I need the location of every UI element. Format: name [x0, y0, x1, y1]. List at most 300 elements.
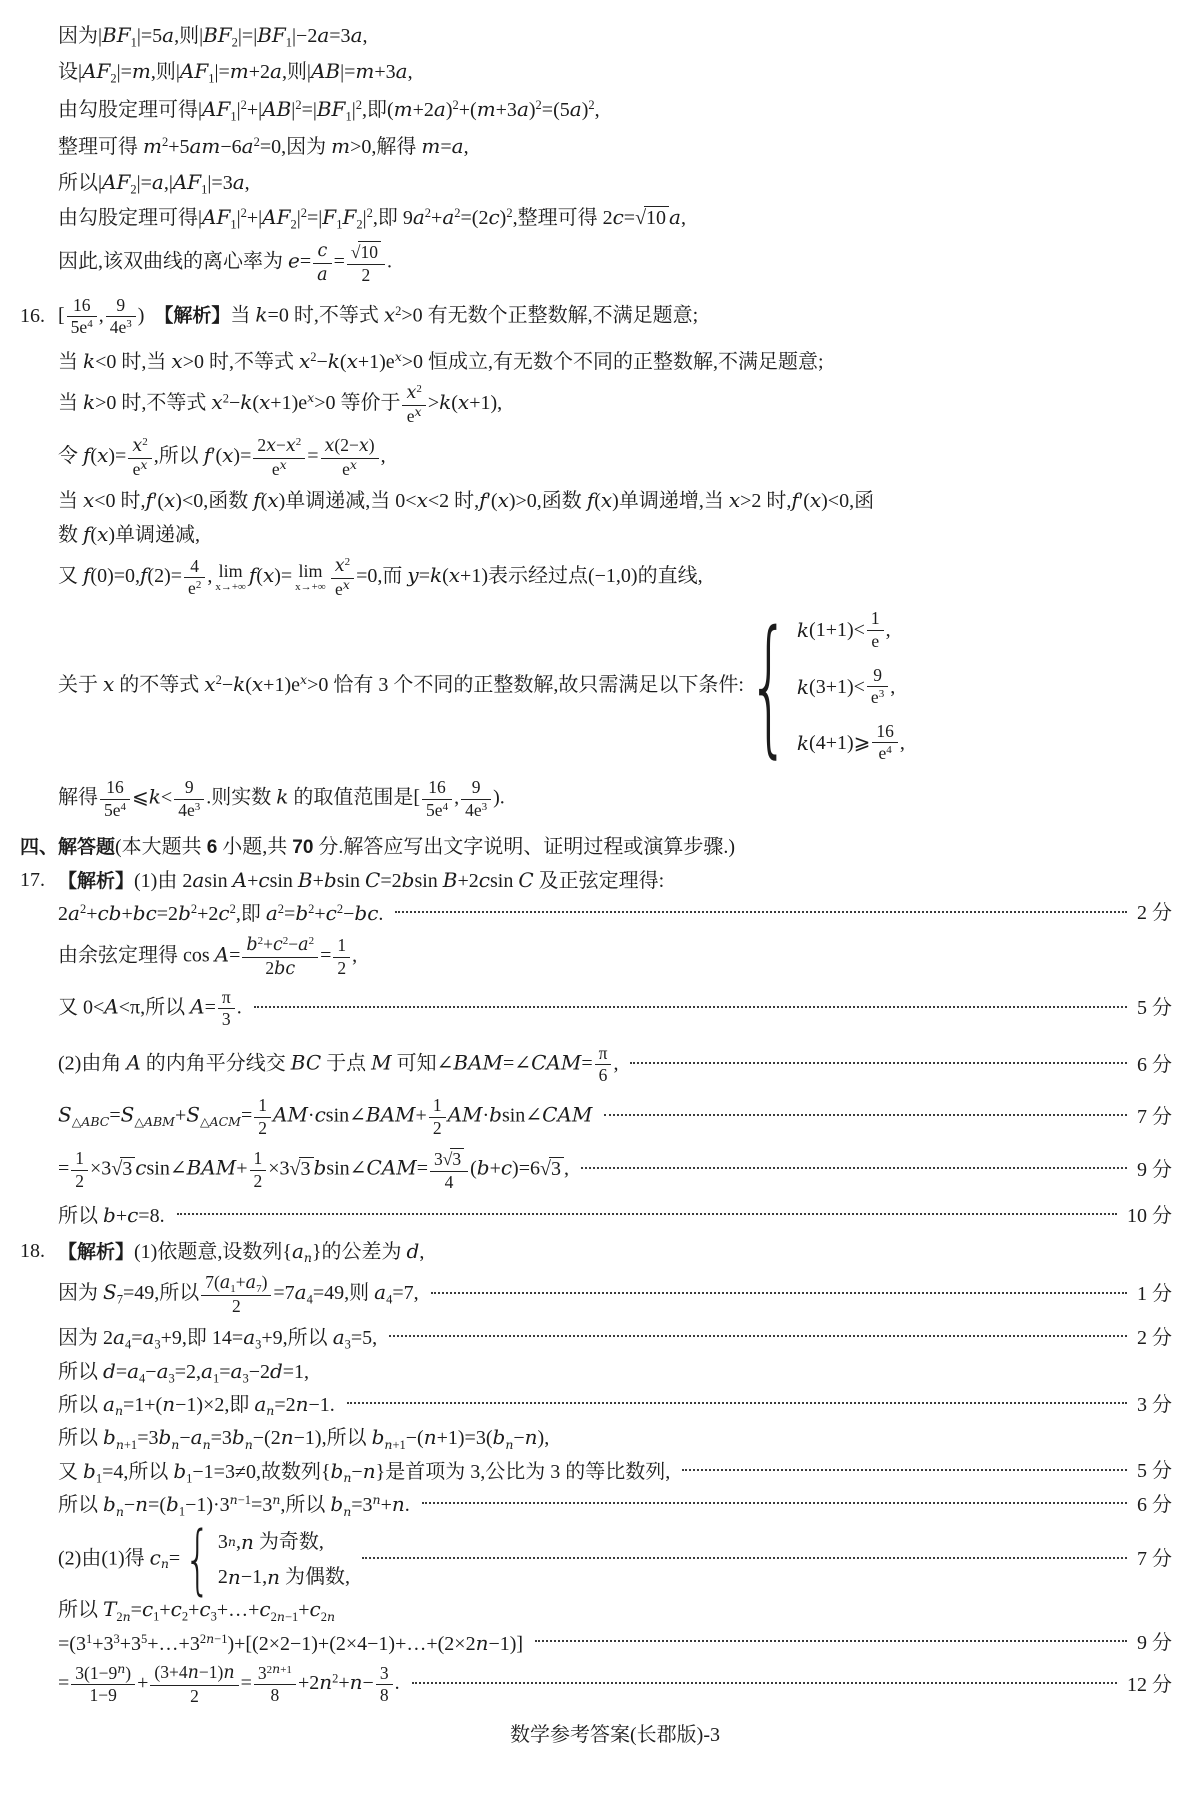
math-text: =3	[329, 25, 351, 47]
math-variable	[351, 23, 363, 47]
math-variable	[525, 1425, 538, 1449]
math-text: a	[254, 1392, 267, 1417]
math-text: c	[127, 1203, 139, 1228]
math-text: 2	[190, 1685, 199, 1706]
math-text: S	[120, 1102, 135, 1127]
math-text: 由勾股定理可得|	[58, 206, 203, 229]
math-text: a	[113, 1325, 125, 1350]
superscript	[142, 436, 148, 448]
math-text: bc	[274, 958, 296, 979]
math-text: +3	[374, 61, 396, 84]
math-text: e	[334, 578, 343, 599]
math-text: =	[581, 1052, 593, 1075]
math-text: .	[386, 251, 392, 274]
math-text: f	[140, 563, 148, 588]
math-text: }的公差为	[311, 1240, 407, 1263]
math-text: 4	[120, 800, 127, 813]
math-text: BF	[203, 23, 232, 47]
math-variable	[291, 1050, 321, 1074]
math-text: 1	[75, 1148, 85, 1169]
math-text: 10	[360, 242, 378, 263]
math-variable	[298, 935, 308, 955]
formula-line	[58, 383, 1172, 426]
math-text: k	[327, 348, 340, 373]
formula-line	[58, 556, 1172, 599]
math-text: =	[130, 1599, 142, 1622]
math-text: −1.	[308, 1394, 335, 1417]
math-text: (1)依题意,设数列{	[134, 1240, 292, 1263]
math-text: −1),所以	[293, 1427, 372, 1450]
math-text: 2	[266, 1663, 273, 1676]
math-text: n	[266, 1403, 275, 1419]
math-text: a	[103, 1392, 115, 1417]
score-label: 2 分	[1137, 902, 1172, 925]
math-text: 2	[308, 935, 315, 948]
math-text: =2,	[174, 1360, 202, 1383]
math-text: )单调递增,当	[612, 490, 729, 513]
numerator	[254, 1096, 271, 1117]
math-text: +	[235, 1272, 246, 1293]
math-text: BF	[316, 96, 346, 121]
math-variable	[317, 23, 329, 47]
math-variable	[331, 1459, 344, 1483]
math-variable	[135, 1156, 146, 1180]
math-text: a	[291, 1238, 304, 1263]
math-text: −1,	[240, 1566, 268, 1589]
math-variable	[613, 205, 624, 229]
superscript	[879, 688, 885, 700]
math-text: 16	[428, 777, 446, 798]
math-text: =	[204, 996, 216, 1019]
dot-leader	[535, 1638, 1127, 1642]
fraction	[867, 666, 888, 708]
dot-leader	[254, 1004, 1127, 1008]
math-variable	[81, 1114, 109, 1129]
dot-leader	[682, 1467, 1127, 1471]
math-variable	[255, 302, 267, 326]
math-text: 由余弦定理得 cos	[58, 945, 215, 968]
math-text: )=	[274, 565, 293, 588]
math-text: 1	[230, 217, 237, 232]
math-variable	[83, 488, 94, 512]
math-text: m	[331, 134, 351, 159]
math-text: n	[280, 1425, 294, 1450]
math-text: 2	[142, 436, 148, 449]
math-text: x	[164, 488, 176, 513]
numerator	[242, 935, 318, 957]
math-text: AF	[102, 169, 131, 194]
math-text: >0,解得	[350, 136, 422, 159]
math-text: a	[433, 96, 446, 121]
math-text: b	[489, 1102, 502, 1127]
math-variable	[171, 349, 182, 373]
math-text: |	[351, 98, 356, 121]
math-text: n	[384, 1436, 393, 1452]
math-text: +	[121, 902, 133, 925]
math-variable	[241, 1529, 254, 1555]
math-text: 4e	[465, 799, 482, 820]
math-variable	[371, 1050, 391, 1074]
math-variable	[299, 349, 310, 373]
math-content	[58, 169, 250, 196]
math-text: f	[83, 521, 91, 546]
math-variable	[327, 1609, 335, 1624]
radical-sign: √	[442, 1149, 451, 1170]
math-text: n	[229, 1492, 238, 1508]
denominator	[331, 578, 354, 600]
math-text: =0,而	[356, 565, 408, 588]
math-text: 为偶数,	[279, 1566, 350, 1589]
math-text: =	[240, 1104, 253, 1127]
math-text: 1	[230, 109, 237, 124]
math-text: BAM	[453, 1050, 504, 1075]
math-variable	[220, 1273, 230, 1293]
math-text: 9	[873, 664, 882, 685]
math-text: (	[451, 392, 458, 415]
math-text: −1)·3	[185, 1494, 230, 1517]
math-variable	[311, 59, 340, 83]
math-text: 1	[432, 1094, 442, 1115]
subscript	[203, 1438, 211, 1452]
formula-line	[58, 1096, 1172, 1138]
math-text: n	[272, 1492, 281, 1508]
math-text: 2	[265, 957, 275, 978]
math-text: ,	[885, 619, 891, 642]
math-text: =0,因为	[259, 136, 332, 159]
math-text: [	[58, 304, 65, 327]
math-variable	[211, 390, 222, 414]
denominator	[430, 1171, 468, 1193]
math-text: 3	[550, 1157, 561, 1180]
math-text: CAM	[542, 1102, 593, 1127]
math-variable	[254, 1392, 266, 1416]
math-variable	[286, 436, 296, 456]
dot-leader	[395, 909, 1127, 913]
math-text: .	[394, 1672, 400, 1695]
math-text: (2)=	[147, 565, 183, 588]
math-text: 2	[257, 935, 264, 948]
math-text: 1	[178, 1504, 186, 1519]
math-text: |=	[116, 61, 132, 84]
math-text: 9	[471, 777, 481, 798]
math-variable	[489, 1103, 502, 1127]
math-variable	[330, 1492, 343, 1516]
math-text: f	[791, 488, 799, 513]
math-text: 2	[432, 1117, 442, 1138]
math-content	[58, 1458, 670, 1485]
numerator	[376, 1664, 393, 1685]
fraction	[333, 936, 350, 978]
math-text: +	[312, 869, 324, 892]
math-variable	[143, 134, 162, 158]
math-text: △	[71, 1115, 82, 1129]
math-text: A	[232, 867, 248, 892]
math-text: )=	[233, 445, 252, 468]
math-content	[58, 204, 686, 231]
math-content	[58, 133, 469, 160]
math-text: 1	[337, 935, 347, 956]
bold-text	[154, 305, 230, 326]
math-variable	[424, 1425, 437, 1449]
formula-line	[58, 487, 1172, 514]
math-content	[58, 867, 664, 894]
math-text: ,	[235, 1530, 241, 1553]
math-variable	[272, 1661, 280, 1676]
math-text: n	[372, 1492, 381, 1508]
math-text: AF	[82, 59, 111, 84]
math-variable	[202, 205, 230, 229]
math-text: n	[319, 1670, 333, 1695]
math-text: +1)e	[357, 350, 395, 373]
score-label: 10 分	[1127, 1204, 1172, 1227]
math-text: n	[187, 1663, 199, 1684]
math-variable	[350, 457, 357, 472]
math-variable	[228, 1534, 236, 1549]
math-content	[58, 935, 357, 979]
math-variable	[273, 1103, 308, 1127]
formula-line	[58, 1273, 1172, 1316]
math-text: (0)=0,	[90, 565, 141, 588]
math-content	[58, 556, 703, 599]
math-variable	[267, 488, 278, 512]
fraction	[174, 778, 204, 820]
math-variable	[452, 134, 464, 158]
math-content	[58, 1358, 309, 1385]
math-text: b	[330, 1458, 344, 1483]
math-text: 6	[598, 1065, 608, 1086]
numerator	[253, 436, 305, 458]
math-text: n	[524, 1425, 538, 1450]
math-text: 1	[130, 35, 137, 50]
math-text: 2	[355, 97, 362, 112]
math-text: 2	[79, 902, 87, 917]
math-variable	[243, 1325, 255, 1349]
math-text: x	[279, 456, 287, 472]
math-variable	[263, 563, 274, 587]
cases-rows	[218, 1529, 350, 1591]
score-label: 6 分	[1137, 1053, 1172, 1076]
math-variable	[325, 436, 335, 456]
math-variable	[152, 170, 164, 194]
math-text: m	[421, 134, 441, 159]
math-variable	[314, 1156, 327, 1180]
math-variable	[315, 1103, 326, 1127]
math-text: n	[135, 1492, 149, 1517]
denominator	[333, 957, 350, 979]
math-text: 为奇数,	[253, 1530, 324, 1553]
denominator	[201, 1295, 271, 1317]
denominator	[429, 1117, 446, 1139]
math-text: =	[418, 565, 430, 588]
math-text: CAM	[366, 1155, 417, 1180]
math-text: )单调递减,	[108, 523, 201, 546]
math-text: 4	[124, 1337, 132, 1352]
math-text: n	[295, 1392, 309, 1417]
formula-line	[58, 348, 1172, 375]
math-variable	[810, 488, 821, 512]
math-variable	[242, 134, 254, 158]
math-content	[58, 1096, 592, 1138]
math-text: △	[134, 1115, 144, 1129]
numerator	[201, 1273, 271, 1295]
math-text: ,整理可得 2	[512, 206, 613, 229]
math-text: S	[186, 1102, 200, 1127]
denominator	[250, 1170, 267, 1192]
math-content	[58, 1514, 350, 1603]
dot-leader	[347, 1400, 1127, 1404]
math-text: ,	[380, 445, 386, 468]
math-variable	[354, 901, 378, 925]
fraction	[71, 1660, 135, 1706]
math-text: π	[598, 1042, 608, 1063]
math-variable	[187, 1156, 237, 1180]
formula-line	[58, 1491, 1172, 1518]
math-variable	[266, 436, 276, 456]
score-label: 3 分	[1137, 1393, 1172, 1416]
math-text: 2	[217, 1566, 228, 1589]
math-text: −1	[214, 1631, 228, 1646]
math-variable	[215, 943, 229, 967]
math-text: e	[871, 631, 880, 652]
math-variable	[343, 577, 350, 592]
math-text: =3	[251, 1494, 273, 1517]
math-text: 令	[58, 445, 83, 468]
math-content	[58, 1324, 377, 1351]
math-text: 3	[452, 1149, 462, 1170]
math-text: n	[303, 1250, 312, 1266]
math-text: )<0,函	[821, 490, 875, 513]
math-text: c	[612, 204, 624, 229]
math-variable	[280, 457, 287, 472]
subscript	[134, 1115, 175, 1129]
math-text: n	[343, 1503, 352, 1519]
math-text: n	[349, 1670, 363, 1695]
math-variable	[68, 901, 80, 925]
math-variable	[150, 1545, 161, 1569]
math-text: BC	[290, 1050, 322, 1075]
formula-line	[58, 1202, 1172, 1229]
formula-line	[58, 1391, 1172, 1418]
math-text: =7,	[392, 1282, 419, 1305]
math-variable	[402, 868, 415, 892]
math-text: a	[294, 1280, 307, 1305]
math-text: x	[97, 443, 109, 468]
math-variable	[230, 59, 249, 83]
math-text: ,则|	[281, 61, 311, 84]
math-variable	[97, 522, 108, 546]
math-text: x	[267, 488, 279, 513]
math-text: |−2	[292, 25, 318, 47]
math-text: 2	[356, 217, 363, 232]
math-variable	[392, 1492, 405, 1516]
math-text: ),	[537, 1427, 550, 1450]
math-text: 解得	[58, 786, 98, 809]
math-text: =3	[137, 1427, 159, 1450]
math-content	[58, 1273, 419, 1316]
fraction	[71, 1149, 88, 1191]
numerator	[218, 988, 235, 1009]
math-variable	[267, 1564, 280, 1590]
math-text: =	[320, 945, 332, 968]
math-text: c	[500, 1155, 513, 1180]
math-text: (3+4	[154, 1662, 188, 1683]
formula-line	[20, 867, 1172, 894]
subscript	[200, 1115, 241, 1129]
math-variable	[277, 1609, 285, 1624]
math-text: −1	[237, 1493, 252, 1508]
math-text: AF	[202, 204, 231, 229]
math-text: 2	[416, 383, 422, 396]
cases-system	[184, 1514, 350, 1603]
math-text: +3	[92, 1632, 114, 1655]
math-text: 2	[332, 1671, 339, 1686]
math-variable	[190, 134, 221, 158]
math-content	[58, 1202, 165, 1229]
math-variable	[601, 488, 612, 512]
superscript	[230, 1493, 251, 1507]
math-text: c	[141, 1597, 154, 1622]
math-text: 因为	[58, 1282, 103, 1305]
numerator	[430, 1148, 468, 1171]
math-variable	[121, 1103, 135, 1127]
math-text: 3	[194, 800, 201, 813]
math-text: 1	[95, 1471, 103, 1486]
math-text: 1	[253, 1148, 263, 1169]
superscript	[200, 1632, 228, 1646]
math-content	[58, 988, 242, 1030]
math-text: n	[122, 1608, 131, 1624]
math-text: (4+1)⩾	[809, 731, 871, 754]
math-text: 3	[878, 688, 885, 701]
math-text: n	[240, 1529, 254, 1554]
math-variable	[97, 901, 121, 925]
math-text: a	[270, 59, 282, 84]
math-variable	[304, 1250, 312, 1265]
math-text: c	[259, 1597, 271, 1622]
math-text: >0 恰有 3 个不同的正整数解,故只需满足以下条件:	[307, 674, 744, 697]
math-text: ×3	[90, 1157, 112, 1180]
math-text: −1=3≠0,故数列{	[192, 1460, 331, 1483]
math-text: x	[414, 403, 422, 419]
formula-line	[58, 778, 1172, 820]
math-variable	[298, 868, 313, 892]
formula-line	[58, 1324, 1172, 1351]
math-text: F	[322, 204, 337, 229]
cases-row	[797, 722, 905, 764]
math-text: 【解析】	[154, 305, 231, 327]
math-text: )	[581, 98, 589, 121]
math-text: a	[317, 264, 328, 285]
math-text: 3	[255, 1337, 262, 1352]
math-text: +	[247, 869, 259, 892]
math-text: 1	[208, 71, 215, 86]
numerator	[67, 296, 97, 317]
math-variable	[103, 1280, 117, 1304]
formula-line	[58, 22, 1172, 49]
math-text: 3(1−9	[75, 1662, 118, 1683]
math-variable	[259, 1597, 270, 1621]
math-text: <π,所以	[118, 996, 191, 1019]
math-text: 16	[72, 294, 91, 315]
superscript	[349, 456, 357, 472]
subscript	[161, 1557, 169, 1571]
math-text: b	[103, 1492, 116, 1517]
math-text: ,即(	[361, 98, 394, 121]
math-text: 2	[253, 1170, 263, 1191]
math-text: .	[404, 1494, 410, 1517]
math-text: 2	[395, 303, 402, 318]
limit-operator	[295, 562, 326, 593]
